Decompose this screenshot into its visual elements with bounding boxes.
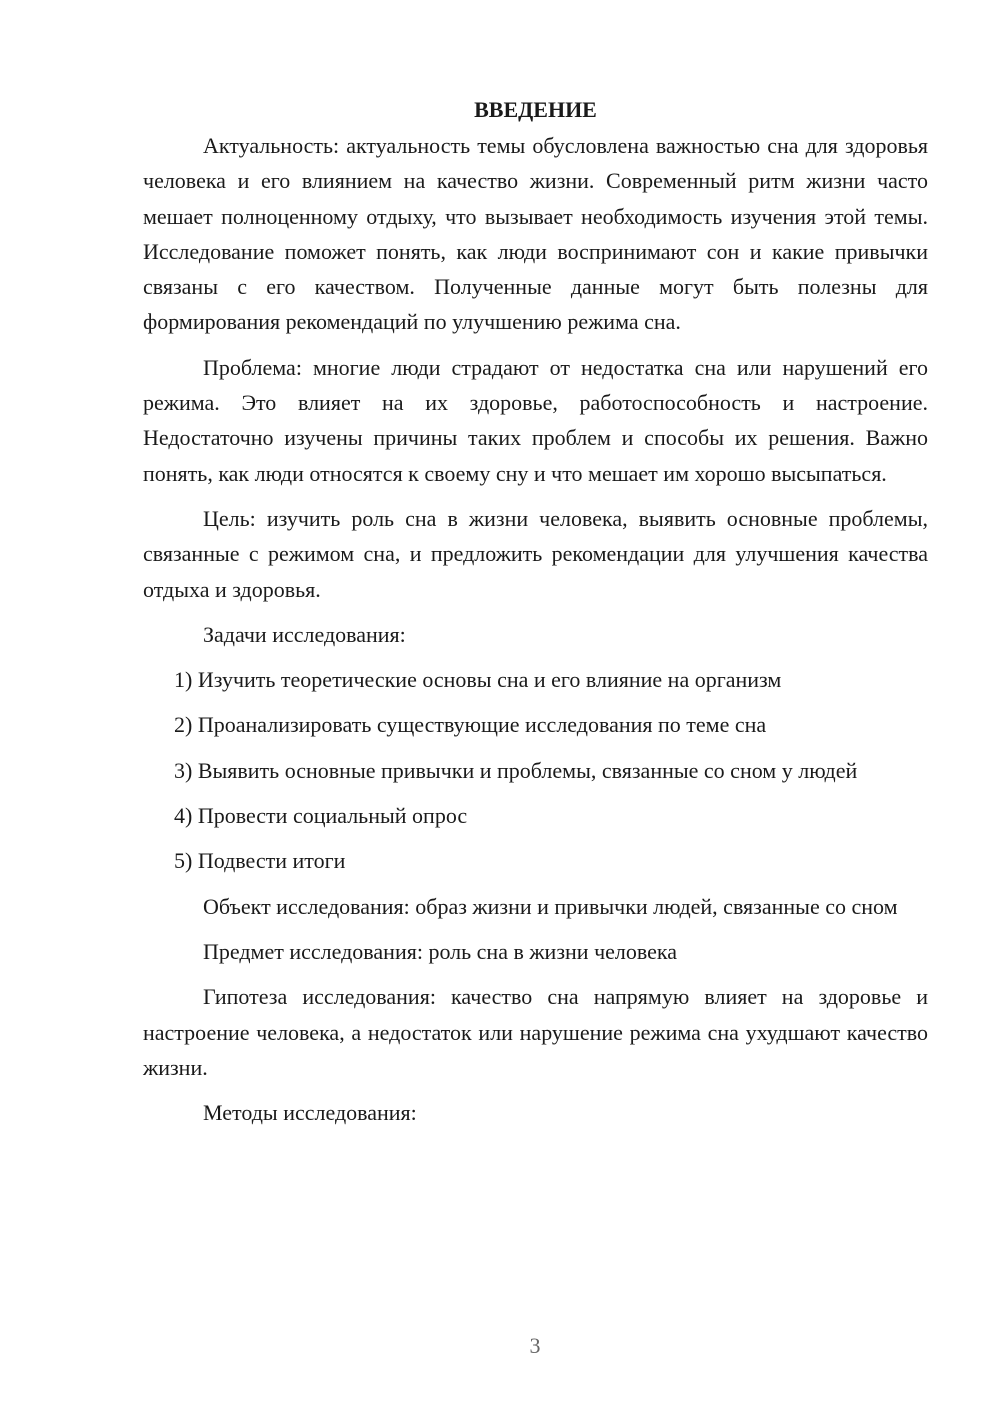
task-item-5: 5) Подвести итоги bbox=[174, 848, 346, 874]
paragraph-hypothesis: Гипотеза исследования: качество сна напрямую влияет на здоровье и настроение человека, а недостаток или нарушение режима сна ухудшают качество жизни. bbox=[143, 984, 928, 1080]
page-title: ВВЕДЕНИЕ bbox=[474, 97, 597, 122]
paragraph-problem: Проблема: многие люди страдают от недостатка сна или нарушений его режима. Это влияет на их здоровье, работоспособность и настроение. Недостаточно изучены причины таких проблем и способы их решения. Важно понять, как люди относятся к своему сну и что мешает им хорошо высыпаться. bbox=[143, 354, 928, 486]
task-item-4: 4) Провести социальный опрос bbox=[174, 803, 468, 829]
page-content bbox=[143, 92, 928, 1130]
task-item-3: 3) Выявить основные привычки и проблемы, связанные со сном у людей bbox=[174, 757, 858, 783]
paragraph-goal: Цель: изучить роль сна в жизни человека, выявить основные проблемы, связанные с режимом сна, и предложить рекомендации для улучшения качества отдыха и здоровья. bbox=[143, 505, 928, 602]
task-item-1: 1) Изучить теоретические основы сна и его влияние на организм bbox=[174, 667, 782, 693]
paragraph-object: Объект исследования: образ жизни и привычки людей, связанные со сном bbox=[203, 893, 898, 919]
methods-heading: Методы исследования: bbox=[203, 1100, 417, 1126]
page-number: 3 bbox=[529, 1333, 541, 1358]
tasks-heading: Задачи исследования: bbox=[203, 621, 406, 647]
task-item-2: 2) Проанализировать существующие исследования по теме сна bbox=[174, 712, 767, 738]
paragraph-subject: Предмет исследования: роль сна в жизни человека bbox=[203, 938, 678, 964]
paragraph-relevance: Актуальность: актуальность темы обусловлена важностью сна для здоровья человека и его влиянием на качество жизни. Современный ритм жизни часто мешает полноценному отдыху, что вызывает необходимость изучения этой темы. Исследование поможет понять, как люди воспринимают сон и какие привычки связаны с его качеством. Полученные данные могут быть полезны для формирования рекомендаций по улучшению режима сна. bbox=[143, 133, 928, 335]
